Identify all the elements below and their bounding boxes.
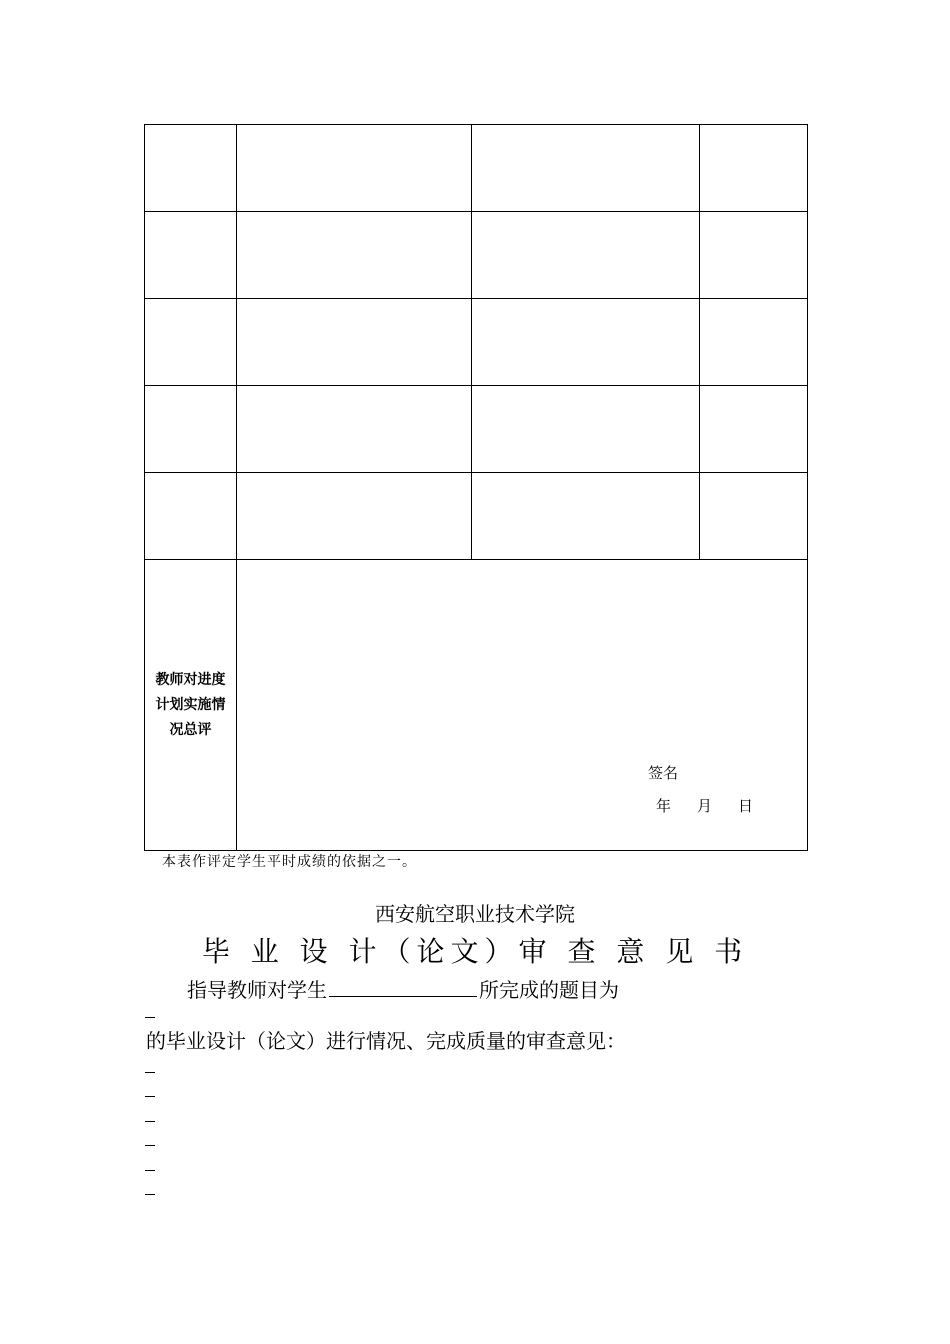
table-cell[interactable] — [472, 386, 700, 473]
table-cell[interactable] — [700, 212, 808, 299]
table-cell[interactable] — [472, 299, 700, 386]
progress-table — [144, 124, 808, 851]
table-cell[interactable] — [700, 386, 808, 473]
intro-prefix: 指导教师对学生 — [187, 978, 327, 1002]
intro-line — [187, 974, 619, 1003]
table-row — [145, 473, 808, 560]
table-cell[interactable] — [472, 125, 700, 212]
date-month: 月 — [697, 797, 713, 815]
table-cell[interactable] — [700, 125, 808, 212]
table-cell[interactable] — [145, 299, 237, 386]
table-footnote: 本表作评定学生平时成绩的依据之一。 — [162, 854, 417, 870]
form-title: 毕 业 设 计（论文）审 查 意 见 书 — [201, 935, 749, 968]
school-name: 西安航空职业技术学院 — [375, 902, 575, 926]
table-cell[interactable] — [145, 212, 237, 299]
table-cell[interactable] — [237, 212, 472, 299]
signature-label: 签名 — [648, 764, 679, 782]
table-row — [145, 212, 808, 299]
intro-line-2: 的毕业设计（论文）进行情况、完成质量的审查意见： — [146, 1029, 626, 1053]
table-cell[interactable] — [145, 125, 237, 212]
summary-row — [145, 560, 808, 851]
date-year: 年 — [656, 797, 672, 815]
intro-suffix: 所完成的题目为 — [479, 978, 619, 1002]
empty-line-mark — [145, 1017, 155, 1018]
table-cell[interactable] — [145, 386, 237, 473]
table-cell[interactable] — [472, 473, 700, 560]
table-cell[interactable] — [237, 473, 472, 560]
empty-line-mark — [145, 1096, 155, 1097]
empty-line-mark — [145, 1194, 155, 1195]
empty-line-mark — [145, 1145, 155, 1146]
empty-line-mark — [145, 1072, 155, 1073]
empty-line-mark — [145, 1170, 155, 1171]
summary-label-cell — [145, 560, 237, 851]
table-cell[interactable] — [472, 212, 700, 299]
table-cell[interactable] — [237, 299, 472, 386]
empty-line-mark — [145, 1121, 155, 1122]
table-cell[interactable] — [700, 473, 808, 560]
student-name-blank[interactable] — [329, 976, 477, 997]
date-line — [656, 795, 753, 816]
table-row — [145, 386, 808, 473]
table-cell[interactable] — [145, 473, 237, 560]
table-cell[interactable] — [237, 125, 472, 212]
table-row — [145, 299, 808, 386]
table-row — [145, 125, 808, 212]
summary-label: 教师对进度计划实施情况总评 — [155, 671, 226, 738]
date-day: 日 — [738, 797, 754, 815]
summary-comment-cell[interactable] — [237, 560, 808, 851]
table-cell[interactable] — [700, 299, 808, 386]
table-cell[interactable] — [237, 386, 472, 473]
